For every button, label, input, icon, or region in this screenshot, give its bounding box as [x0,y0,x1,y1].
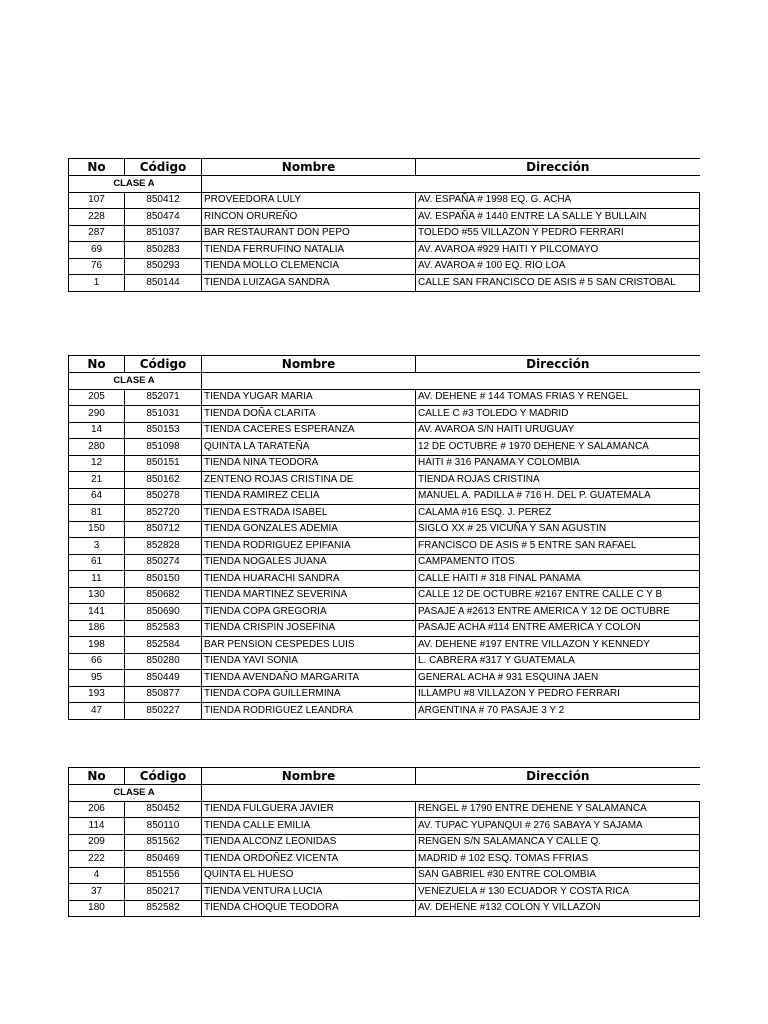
cell-direccion: CAMPAMENTO ITOS [416,554,700,571]
cell-direccion: RENGEL # 1790 ENTRE DEHENE Y SALAMANCA [416,801,700,818]
cell-no: 287 [69,225,125,242]
cell-no: 37 [69,884,125,901]
cell-no: 141 [69,604,125,621]
cell-no: 64 [69,488,125,505]
cell-codigo: 852828 [125,538,202,555]
cell-direccion: AV. TUPAC YUPANQUI # 276 SABAYA Y SAJAMA [416,818,700,835]
cell-codigo: 850293 [125,258,202,275]
cell-nombre: TIENDA COPA GUILLERMINA [202,686,416,703]
table-header-row [69,768,700,785]
clase-row [69,785,700,802]
cell-codigo: 850682 [125,587,202,604]
cell-nombre: TIENDA ALCONZ LEONIDAS [202,834,416,851]
table-row [69,620,700,637]
cell-no: 114 [69,818,125,835]
cell-direccion: TOLEDO #55 VILLAZON Y PEDRO FERRARI [416,225,700,242]
cell-direccion: AV. AVAROA # 100 EQ. RIO LOA [416,258,700,275]
cell-direccion: AV. ESPAÑA # 1440 ENTRE LA SALLE Y BULLAIN [416,209,700,226]
cell-direccion: ARGENTINA # 70 PASAJE 3 Y 2 [416,703,700,720]
cell-codigo: 850150 [125,571,202,588]
cell-nombre: TIENDA ESTRADA ISABEL [202,505,416,522]
cell-nombre: TIENDA COPA GREGORIA [202,604,416,621]
cell-no: 11 [69,571,125,588]
table-row [69,653,700,670]
cell-no: 198 [69,637,125,654]
cell-nombre: TIENDA AVENDAÑO MARGARITA [202,670,416,687]
header-codigo: Código [125,159,202,176]
table-header-row [69,159,700,176]
table-row [69,703,700,720]
cell-no: 47 [69,703,125,720]
cell-direccion: CALLE HAITI # 318 FINAL PANAMA [416,571,700,588]
cell-no: 209 [69,834,125,851]
cell-direccion: AV. DEHENE #132 COLON Y VILLAZON [416,900,700,917]
cell-direccion: CALLE 12 DE OCTUBRE #2167 ENTRE CALLE C Y B [416,587,700,604]
table-row [69,554,700,571]
header-direccion: Dirección [416,768,700,785]
cell-no: 206 [69,801,125,818]
cell-nombre: TIENDA LUIZAGA SANDRA [202,275,416,292]
cell-no: 186 [69,620,125,637]
cell-no: 14 [69,422,125,439]
table-row [69,505,700,522]
table-row [69,225,700,242]
cell-direccion: SAN GABRIEL #30 ENTRE COLOMBIA [416,867,700,884]
cell-nombre: TIENDA ORDOÑEZ VICENTA [202,851,416,868]
cell-direccion: SIGLO XX # 25 VICUÑA Y SAN AGUSTIN [416,521,700,538]
cell-direccion: AV. DEHENE #197 ENTRE VILLAZON Y KENNEDY [416,637,700,654]
cell-codigo: 851098 [125,439,202,456]
cell-no: 76 [69,258,125,275]
clase-label: CLASE A [69,785,202,802]
cell-nombre: ZENTENO ROJAS CRISTINA DE [202,472,416,489]
cell-codigo: 850162 [125,472,202,489]
table-row [69,406,700,423]
cell-nombre: TIENDA CALLE EMILIA [202,818,416,835]
cell-nombre: TIENDA CRISPIN JOSEFINA [202,620,416,637]
table-row [69,571,700,588]
cell-no: 150 [69,521,125,538]
cell-codigo: 850877 [125,686,202,703]
cell-direccion: AV. DEHENE # 144 TOMAS FRIAS Y RENGEL [416,389,700,406]
header-nombre: Nombre [202,768,416,785]
cell-direccion: AV. ESPAÑA # 1998 EQ. G. ACHA [416,192,700,209]
cell-no: 4 [69,867,125,884]
cell-no: 290 [69,406,125,423]
table-row [69,604,700,621]
cell-codigo: 850712 [125,521,202,538]
cell-nombre: TIENDA RODRIGUEZ LEANDRA [202,703,416,720]
table-row [69,538,700,555]
table-row [69,867,700,884]
cell-nombre: BAR RESTAURANT DON PEPO [202,225,416,242]
cell-no: 280 [69,439,125,456]
cell-nombre: RINCON ORUREÑO [202,209,416,226]
cell-nombre: TIENDA HUARACHI SANDRA [202,571,416,588]
cell-direccion: PASAJE ACHA #114 ENTRE AMERICA Y COLON [416,620,700,637]
table-row [69,439,700,456]
cell-nombre: TIENDA CACERES ESPERANZA [202,422,416,439]
cell-direccion: VENEZUELA # 130 ECUADOR Y COSTA RICA [416,884,700,901]
cell-no: 21 [69,472,125,489]
header-no: No [69,768,125,785]
header-no: No [69,356,125,373]
cell-codigo: 852071 [125,389,202,406]
cell-nombre: TIENDA RAMIREZ CELIA [202,488,416,505]
header-codigo: Código [125,768,202,785]
cell-direccion: HAITI # 316 PANAMA Y COLOMBIA [416,455,700,472]
cell-codigo: 852584 [125,637,202,654]
table-row [69,422,700,439]
cell-direccion: RENGEN S/N SALAMANCA Y CALLE Q. [416,834,700,851]
table-row [69,472,700,489]
clase-empty-cell [202,176,700,193]
cell-nombre: TIENDA NINA TEODORA [202,455,416,472]
cell-no: 107 [69,192,125,209]
clase-label: CLASE A [69,176,202,193]
header-direccion: Dirección [416,356,700,373]
cell-direccion: GENERAL ACHA # 931 ESQUINA JAEN [416,670,700,687]
clase-empty-cell [202,373,700,390]
table-row [69,818,700,835]
table-row [69,801,700,818]
cell-direccion: MADRID # 102 ESQ. TOMAS FFRIAS [416,851,700,868]
cell-codigo: 850469 [125,851,202,868]
cell-nombre: TIENDA YAVI SONIA [202,653,416,670]
header-nombre: Nombre [202,159,416,176]
cell-nombre: TIENDA GONZALES ADEMIA [202,521,416,538]
cell-no: 69 [69,242,125,259]
header-codigo: Código [125,356,202,373]
cell-no: 222 [69,851,125,868]
cell-nombre: TIENDA CHOQUE TEODORA [202,900,416,917]
cell-codigo: 850217 [125,884,202,901]
table-row [69,851,700,868]
cell-nombre: TIENDA FERRUFINO NATALIA [202,242,416,259]
cell-no: 228 [69,209,125,226]
table-row [69,884,700,901]
cell-direccion: AV. AVAROA #929 HAITI Y PILCOMAYO [416,242,700,259]
cell-codigo: 850474 [125,209,202,226]
table-row [69,258,700,275]
header-no: No [69,159,125,176]
cell-nombre: TIENDA FULGUERA JAVIER [202,801,416,818]
table-row [69,242,700,259]
header-direccion: Dirección [416,159,700,176]
cell-direccion: 12 DE OCTUBRE # 1970 DEHENE Y SALAMANCA [416,439,700,456]
cell-codigo: 850110 [125,818,202,835]
cell-direccion: CALLE SAN FRANCISCO DE ASIS # 5 SAN CRISTOBAL [416,275,700,292]
table-row [69,670,700,687]
table-header-row [69,356,700,373]
cell-direccion: CALLE C #3 TOLEDO Y MADRID [416,406,700,423]
cell-codigo: 850283 [125,242,202,259]
cell-codigo: 850144 [125,275,202,292]
cell-nombre: PROVEEDORA LULY [202,192,416,209]
table-row [69,192,700,209]
cell-no: 3 [69,538,125,555]
cell-codigo: 850278 [125,488,202,505]
table-row [69,488,700,505]
cell-codigo: 851562 [125,834,202,851]
cell-direccion: ILLAMPU #8 VILLAZON Y PEDRO FERRARI [416,686,700,703]
cell-direccion: FRANCISCO DE ASIS # 5 ENTRE SAN RAFAEL [416,538,700,555]
cell-nombre: BAR PENSION CESPEDES LUIS [202,637,416,654]
cell-codigo: 850280 [125,653,202,670]
cell-direccion: CALAMA #16 ESQ. J. PEREZ [416,505,700,522]
store-table-1 [68,158,700,292]
cell-direccion: TIENDA ROJAS CRISTINA [416,472,700,489]
cell-nombre: TIENDA NOGALES JUANA [202,554,416,571]
cell-nombre: TIENDA YUGAR MARIA [202,389,416,406]
cell-no: 61 [69,554,125,571]
cell-codigo: 850151 [125,455,202,472]
cell-direccion: AV. AVAROA S/N HAITI URUGUAY [416,422,700,439]
cell-direccion: PASAJE A #2613 ENTRE AMERICA Y 12 DE OCTUBRE [416,604,700,621]
cell-nombre: TIENDA VENTURA LUCIA [202,884,416,901]
cell-codigo: 850274 [125,554,202,571]
cell-no: 1 [69,275,125,292]
table-row [69,389,700,406]
cell-nombre: TIENDA MARTINEZ SEVERINA [202,587,416,604]
table-row [69,686,700,703]
cell-nombre: TIENDA DOÑA CLARITA [202,406,416,423]
cell-codigo: 850227 [125,703,202,720]
store-table-2 [68,355,700,720]
table-row [69,900,700,917]
cell-no: 193 [69,686,125,703]
table-row [69,209,700,226]
table-row [69,275,700,292]
table-row [69,637,700,654]
cell-no: 81 [69,505,125,522]
cell-no: 180 [69,900,125,917]
cell-codigo: 850153 [125,422,202,439]
cell-no: 66 [69,653,125,670]
table-row [69,834,700,851]
store-table-3 [68,767,700,917]
cell-codigo: 850690 [125,604,202,621]
cell-codigo: 851556 [125,867,202,884]
cell-codigo: 852582 [125,900,202,917]
clase-row [69,373,700,390]
table-row [69,455,700,472]
cell-direccion: L. CABRERA #317 Y GUATEMALA [416,653,700,670]
cell-codigo: 851031 [125,406,202,423]
table-row [69,521,700,538]
clase-empty-cell [202,785,700,802]
cell-codigo: 851037 [125,225,202,242]
cell-codigo: 852583 [125,620,202,637]
cell-codigo: 850449 [125,670,202,687]
clase-label: CLASE A [69,373,202,390]
cell-no: 95 [69,670,125,687]
cell-codigo: 850452 [125,801,202,818]
cell-nombre: TIENDA MOLLO CLEMENCIA [202,258,416,275]
cell-nombre: QUINTA LA TARATEÑA [202,439,416,456]
clase-row [69,176,700,193]
table-row [69,587,700,604]
header-nombre: Nombre [202,356,416,373]
cell-nombre: QUINTA EL HUESO [202,867,416,884]
cell-nombre: TIENDA RODRIGUEZ EPIFANIA [202,538,416,555]
cell-codigo: 850412 [125,192,202,209]
cell-no: 12 [69,455,125,472]
cell-no: 205 [69,389,125,406]
cell-codigo: 852720 [125,505,202,522]
cell-no: 130 [69,587,125,604]
cell-direccion: MANUEL A. PADILLA # 716 H. DEL P. GUATEMALA [416,488,700,505]
